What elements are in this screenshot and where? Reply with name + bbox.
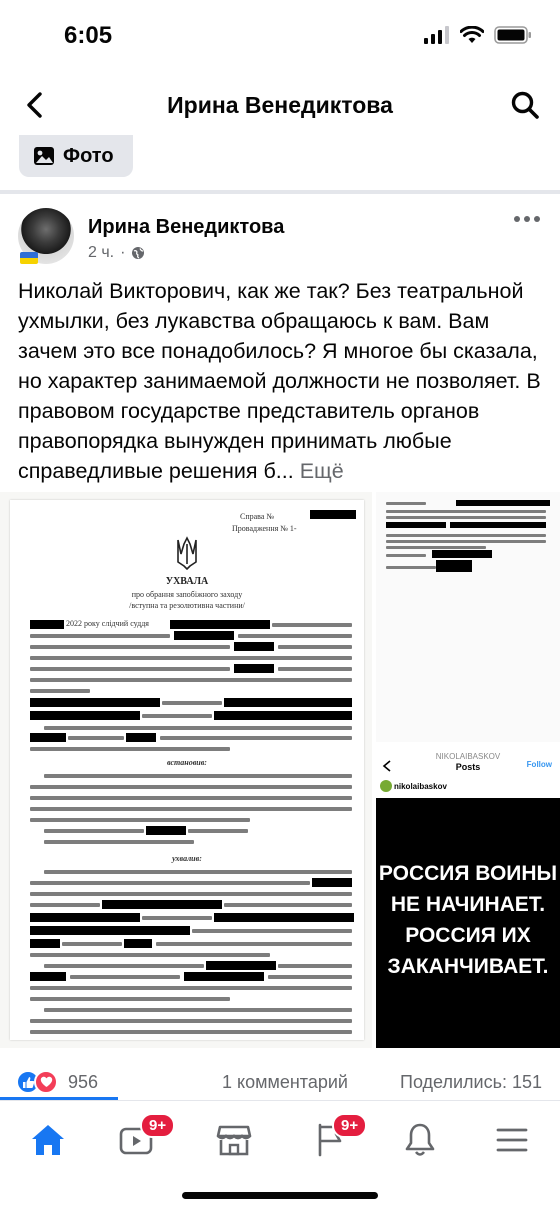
tab-marketplace[interactable] — [206, 1115, 262, 1165]
doc-text-line — [30, 997, 230, 1001]
post-photo-document[interactable] — [0, 492, 372, 1048]
redaction — [124, 939, 152, 948]
redaction — [126, 733, 156, 742]
doc-text-line — [30, 892, 352, 896]
more-dot-icon — [534, 216, 540, 222]
photo-filter-chip[interactable] — [19, 135, 133, 177]
doc-text-line — [268, 975, 352, 979]
ig-slogan: РОССИЯ ВОИНЫ НЕ НАЧИНАЕТ. РОССИЯ ИХ ЗАКАНЧИВАЕТ. — [378, 862, 558, 978]
ig-follow-button: Follow — [526, 760, 552, 769]
doc-text-line — [30, 689, 90, 693]
redaction — [214, 711, 352, 720]
redaction — [146, 826, 186, 835]
ig-avatar — [380, 780, 392, 792]
redaction — [432, 550, 492, 558]
doc-subtitle-2: /вступна та резолютивна частини/ — [129, 601, 245, 610]
doc-case-label: Справа № — [240, 512, 275, 521]
tab-menu[interactable] — [484, 1115, 540, 1165]
doc-text-line — [238, 634, 352, 638]
doc-resolved: ухвалив: — [172, 854, 202, 863]
home-icon — [30, 1123, 66, 1157]
doc-text-line — [224, 903, 352, 907]
redaction — [170, 620, 270, 629]
search-button[interactable] — [508, 88, 542, 122]
tab-pages[interactable] — [302, 1115, 358, 1165]
redaction — [184, 972, 264, 981]
redaction — [312, 878, 352, 887]
redaction — [214, 913, 354, 922]
redaction — [310, 510, 356, 519]
doc-text-line — [386, 566, 436, 569]
redaction — [234, 664, 274, 673]
doc-text-line — [386, 546, 486, 549]
doc-text-line — [44, 1008, 352, 1012]
more-dot-icon — [514, 216, 520, 222]
doc-text-line — [30, 818, 250, 822]
doc-text-line — [30, 1019, 352, 1023]
doc-text-line — [272, 623, 352, 627]
ig-handle: NIKOLAIBASKOV — [435, 752, 501, 761]
doc-text-line — [160, 736, 352, 740]
post-header — [0, 200, 560, 270]
doc-text-line — [30, 807, 352, 811]
doc-text-line — [30, 986, 352, 990]
redaction — [30, 733, 66, 742]
doc-text-line — [278, 667, 352, 671]
doc-text-line — [44, 829, 144, 833]
photo-icon — [33, 146, 55, 166]
doc-text-line — [278, 964, 352, 968]
search-icon — [510, 90, 540, 120]
trident-emblem-icon — [176, 536, 198, 570]
doc-text-line — [30, 634, 170, 638]
doc-text-line — [44, 774, 352, 778]
doc-text-line — [386, 534, 546, 537]
ukraine-flag-icon — [20, 252, 38, 264]
redaction — [456, 500, 550, 506]
comments-count[interactable]: 1 комментарий — [222, 1072, 348, 1092]
doc-text-line — [44, 964, 204, 968]
doc-text-line — [68, 736, 124, 740]
more-dot-icon — [524, 216, 530, 222]
doc-title: УХВАЛА — [165, 576, 209, 587]
post-body: Николай Викторович, как же так? Без театральной ухмылки, без лукавства обращаюсь к вам. Вам зачем это все понадобилось? Я многое бы сказала, но характер занимаемой должности не позволяет. В правовом государстве представитель органов правопорядка вынужден принимать любые справедливые решения б... — [18, 279, 541, 483]
doc-text-line — [386, 510, 546, 513]
shares-count[interactable]: Поделились: 151 — [400, 1072, 542, 1092]
doc-text-line — [386, 554, 426, 557]
redaction — [30, 698, 160, 707]
post-time[interactable]: 2 ч. — [88, 244, 115, 261]
love-reaction-icon — [34, 1070, 58, 1094]
marketplace-icon — [216, 1123, 252, 1157]
doc-text-line — [30, 656, 352, 660]
video-badge: 9+ — [140, 1113, 175, 1138]
reaction-icons[interactable] — [16, 1070, 58, 1094]
doc-established: встановив: — [167, 758, 207, 767]
wifi-icon — [460, 26, 484, 44]
doc-text-line — [142, 916, 212, 920]
menu-icon — [496, 1126, 528, 1154]
ig-username: nikolaibaskov — [394, 782, 447, 791]
page-title: Ирина Венедиктова — [167, 92, 393, 118]
reactions-count[interactable]: 956 — [68, 1072, 99, 1092]
redaction — [450, 522, 546, 528]
redaction — [30, 913, 140, 922]
redaction — [436, 560, 472, 572]
post-photo-instagram-screenshot[interactable] — [376, 746, 560, 1048]
doc-text-line — [278, 645, 352, 649]
redaction — [102, 900, 222, 909]
doc-text-line — [30, 785, 352, 789]
doc-text-line — [188, 829, 248, 833]
doc-text-line — [386, 540, 546, 543]
redaction — [30, 972, 66, 981]
redaction — [206, 961, 276, 970]
post-options-button[interactable] — [514, 216, 540, 222]
signal-icon — [424, 26, 450, 44]
doc-text-line — [30, 1030, 352, 1034]
redaction — [30, 711, 140, 720]
doc-text-line — [386, 516, 546, 519]
doc-proceeding-label: Провадження № 1- — [232, 524, 297, 533]
doc-text-line — [44, 726, 352, 730]
status-bar — [0, 0, 560, 72]
post-author[interactable]: Ирина Венедиктова — [88, 216, 285, 238]
redaction — [224, 698, 352, 707]
redaction — [174, 631, 234, 640]
doc-text-line — [162, 701, 222, 705]
doc-text-line — [44, 840, 194, 844]
photo-chip-label: Фото — [63, 144, 114, 167]
doc-text-line — [192, 929, 352, 933]
doc-text-line — [30, 645, 230, 649]
doc-subtitle: про обрання запобіжного заходу — [131, 590, 243, 599]
bell-icon — [403, 1122, 437, 1158]
ig-header — [376, 746, 560, 798]
redaction — [30, 926, 190, 935]
tab-home[interactable] — [20, 1115, 76, 1165]
post-text — [18, 276, 542, 486]
doc-text-line — [30, 747, 230, 751]
redaction — [234, 642, 274, 651]
doc-text-line — [156, 942, 352, 946]
nav-bar — [0, 72, 560, 138]
see-more-link[interactable]: Ещё — [299, 459, 344, 483]
doc-text-line — [30, 678, 352, 682]
tab-notifications[interactable] — [392, 1115, 448, 1165]
status-icons — [424, 26, 532, 44]
doc-date-line: 2022 року слідчий суддя — [66, 619, 149, 628]
status-time: 6:05 — [64, 22, 113, 49]
redaction — [30, 620, 64, 629]
home-indicator[interactable] — [182, 1192, 378, 1199]
bottom-tab-bar — [0, 1100, 560, 1180]
globe-icon — [131, 246, 145, 260]
tab-video[interactable] — [110, 1115, 166, 1165]
doc-text-line — [30, 881, 310, 885]
post-photo-document-page[interactable] — [376, 492, 560, 742]
pages-badge: 9+ — [332, 1113, 367, 1138]
doc-text-line — [30, 903, 100, 907]
doc-text-line — [142, 714, 212, 718]
doc-text-line — [70, 975, 180, 979]
doc-text-line — [44, 870, 352, 874]
post-meta — [88, 244, 145, 262]
ig-posts-label: Posts — [455, 762, 481, 772]
redaction — [386, 522, 446, 528]
doc-text-line — [30, 953, 270, 957]
doc-text-line — [30, 796, 352, 800]
dot-separator: · — [120, 244, 126, 261]
court-document — [10, 500, 364, 1040]
doc-text-line — [386, 502, 426, 505]
section-divider — [0, 190, 560, 194]
doc-text-line — [62, 942, 122, 946]
doc-text-line — [30, 667, 230, 671]
battery-icon — [494, 26, 532, 44]
redaction — [30, 939, 60, 948]
